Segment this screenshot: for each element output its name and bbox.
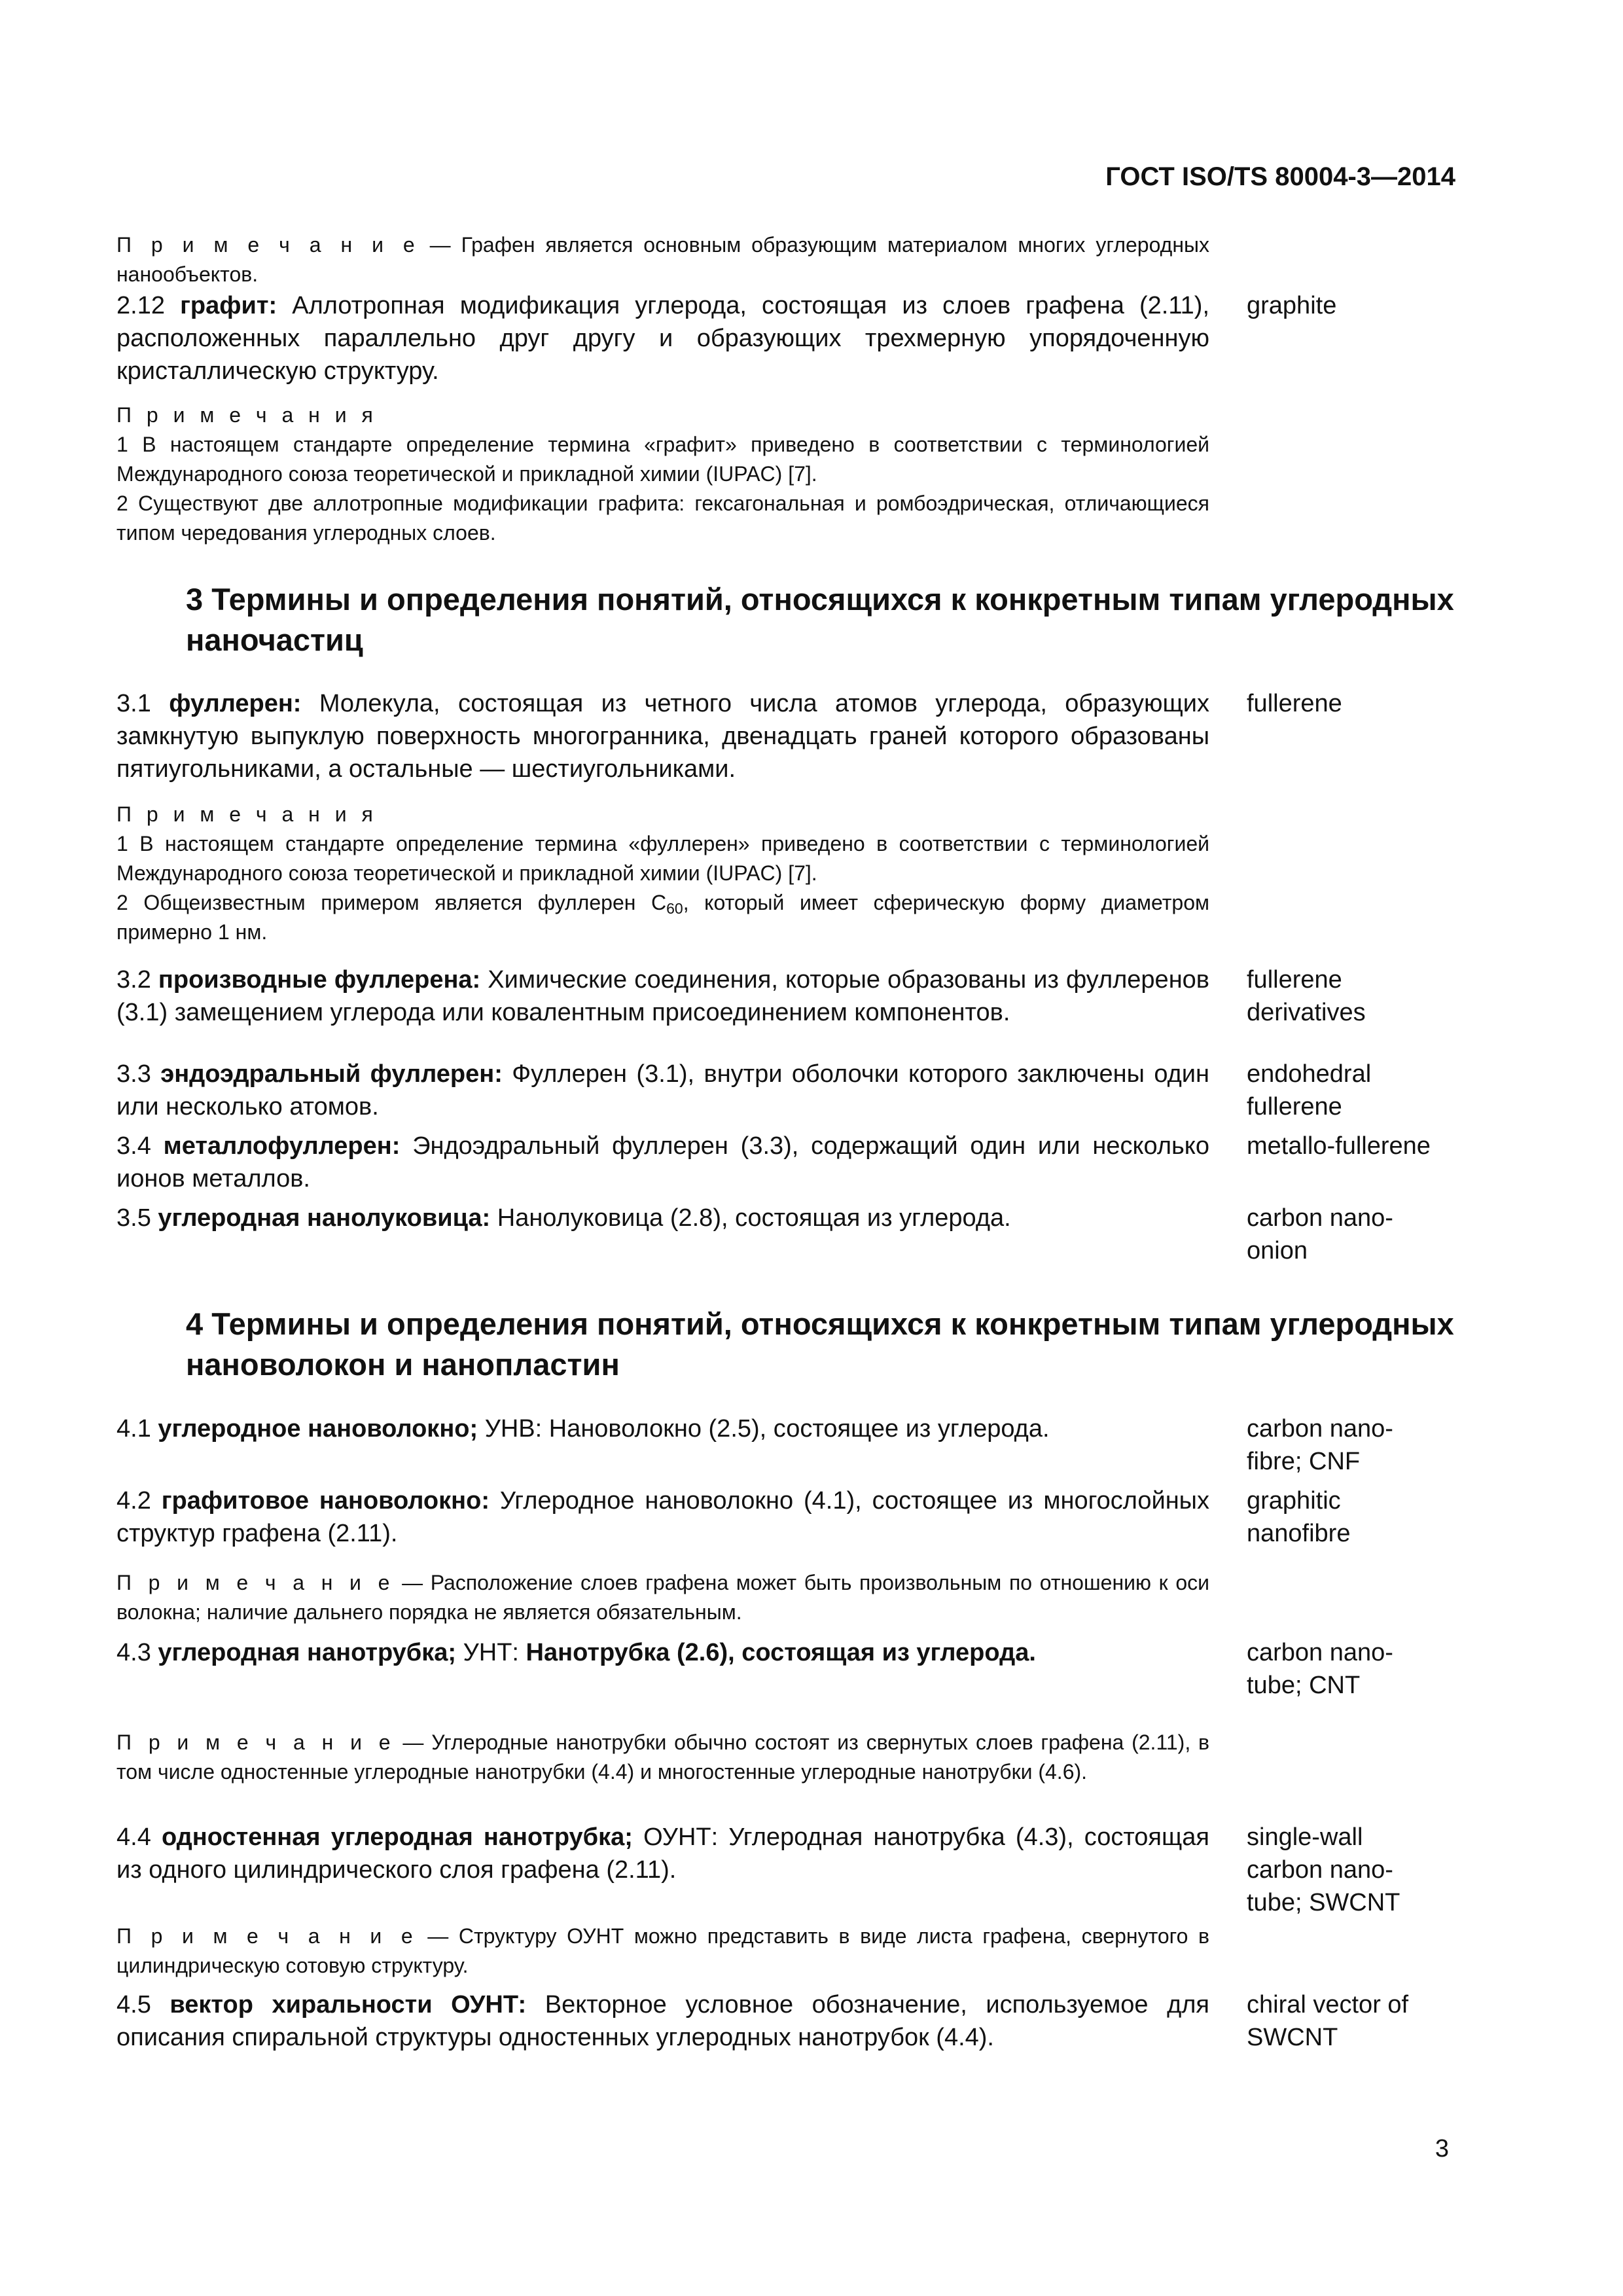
term-number: 3.2 xyxy=(116,966,151,994)
section-4-heading: 4 Термины и определения понятий, относящихся к конкретным типам углеродных нановолокон и нанопластин xyxy=(186,1306,1454,1382)
note-graphitic-nanofibre xyxy=(116,1568,1209,1627)
note-dash: — xyxy=(417,1924,459,1948)
note-item-1: 1 В настоящем стандарте определение термина «графит» приведено в соответствии с терминологией Международного союза теоретической и прикладной химии (IUPAC) [7]. xyxy=(116,433,1209,486)
note-item-1: 1 В настоящем стандарте определение термина «фуллерен» приведено в соответствии с терминологией Международного союза теоретической и прикладной химии (IUPAC) [7]. xyxy=(116,832,1209,885)
notes-fullerene xyxy=(116,800,1209,947)
notes-label: П р и м е ч а н и я xyxy=(116,403,378,427)
note-text: Структуру ОУНТ можно представить в виде листа графена, свернутого в цилиндрическую сотовую структуру. xyxy=(116,1924,1210,1977)
term-number: 4.4 xyxy=(116,1823,151,1851)
note-text: Графен является основным образующим материалом многих углеродных нанообъектов. xyxy=(116,233,1210,286)
term-3-2 xyxy=(116,963,1209,1029)
term-number: 3.3 xyxy=(116,1060,151,1088)
section-3-heading: 3 Термины и определения понятий, относящихся к конкретным типам углеродных наночастиц xyxy=(186,582,1454,657)
term-name: фуллерен: xyxy=(169,690,302,717)
document-id-header: ГОСТ ISO/TS 80004-3—2014 xyxy=(1105,162,1455,191)
term-definition: УНВ: Нановолокно (2.5), состоящее из углерода. xyxy=(478,1415,1050,1443)
term-4-3 xyxy=(116,1636,1209,1669)
note-dash: — xyxy=(395,1731,432,1754)
term-2-12 xyxy=(116,289,1209,387)
term-name: углеродное нановолокно; xyxy=(158,1415,478,1443)
note-graphene xyxy=(116,230,1209,289)
term-number: 3.4 xyxy=(116,1132,151,1160)
term-abbreviation: УНТ: xyxy=(456,1639,526,1666)
term-3-2-english: fullerene derivatives xyxy=(1247,966,1366,1026)
term-number: 3.5 xyxy=(116,1204,151,1232)
notes-label: П р и м е ч а н и я xyxy=(116,802,378,826)
term-3-5-english: carbon nano-onion xyxy=(1247,1204,1393,1265)
term-3-3 xyxy=(116,1058,1209,1123)
term-name: эндоэдральный фуллерен: xyxy=(160,1060,503,1088)
term-4-2-english: graphitic nanofibre xyxy=(1247,1487,1351,1547)
term-3-1 xyxy=(116,687,1209,785)
term-4-3-english: carbon nano-tube; CNT xyxy=(1247,1639,1393,1699)
note-label: П р и м е ч а н и е xyxy=(116,1924,418,1948)
term-3-4-english: metallo-fullerene xyxy=(1247,1132,1431,1160)
term-name: вектор хиральности ОУНТ: xyxy=(169,1991,527,2018)
term-definition: Эндоэдральный фуллерен (3.3), содержащий один или несколько ионов металлов. xyxy=(116,1132,1209,1193)
term-number: 4.5 xyxy=(116,1991,151,2018)
note-text: 2 Общеизвестным примером является фуллерен C xyxy=(116,891,667,914)
page-number: 3 xyxy=(1435,2135,1449,2162)
note-carbon-nanotube xyxy=(116,1728,1209,1787)
term-2-12-english: graphite xyxy=(1247,292,1337,319)
term-number: 2.12 xyxy=(116,292,165,319)
note-label: П р и м е ч а н и е xyxy=(116,1731,395,1754)
note-swcnt xyxy=(116,1922,1209,1981)
term-definition: Аллотропная модификация углерода, состоящая из слоев графена (2.11), расположенных параллельно друг другу и образующих трехмерную упорядоченную кристаллическую структуру. xyxy=(116,292,1209,385)
note-dash: — xyxy=(394,1571,431,1594)
term-3-1-english: fullerene xyxy=(1247,690,1342,717)
term-4-2 xyxy=(116,1484,1209,1550)
term-name: углеродная нанотрубка; xyxy=(158,1639,457,1666)
subscript: 60 xyxy=(666,899,683,917)
term-number: 3.1 xyxy=(116,690,151,717)
term-4-1 xyxy=(116,1412,1209,1445)
notes-graphite xyxy=(116,401,1209,548)
term-name: графит: xyxy=(180,292,277,319)
term-3-5 xyxy=(116,1202,1209,1234)
term-definition: Молекула, состоящая из четного числа атомов углерода, образующих замкнутую выпуклую поверхность многогранника, двенадцать граней которого образованы пятиугольниками, а остальные — шестиугольниками. xyxy=(116,690,1210,783)
term-4-5-english: chiral vector of SWCNT xyxy=(1247,1991,1409,2051)
term-3-4 xyxy=(116,1130,1209,1195)
term-3-3-english: endohedral fullerene xyxy=(1247,1060,1372,1121)
term-number: 4.1 xyxy=(116,1415,151,1443)
term-definition: Нанолуковица (2.8), состоящая из углерода. xyxy=(490,1204,1011,1232)
note-dash: — xyxy=(419,233,461,257)
term-4-4-english: single-wall carbon nano-tube; SWCNT xyxy=(1247,1823,1400,1916)
term-4-5 xyxy=(116,1988,1209,2054)
term-definition: Нанотрубка (2.6), состоящая из углерода. xyxy=(526,1639,1036,1666)
term-number: 4.3 xyxy=(116,1639,151,1666)
term-4-4 xyxy=(116,1821,1209,1886)
term-number: 4.2 xyxy=(116,1487,151,1515)
note-item-2 xyxy=(116,888,1209,947)
term-definition: Фуллерен (3.1), внутри оболочки которого заключены один или несколько атомов. xyxy=(116,1060,1210,1121)
term-name: углеродная нанолуковица: xyxy=(158,1204,491,1232)
note-text: Углеродные нанотрубки обычно состоят из свернутых слоев графена (2.11), в том числе одностенные углеродные нанотрубки (4.4) и многостенные углеродные нанотрубки (4.6). xyxy=(116,1731,1210,1784)
term-name: одностенная углеродная нанотрубка; xyxy=(161,1823,633,1851)
term-definition: Химические соединения, которые образованы из фуллеренов (3.1) замещением углерода или ковалентным присоединением компонентов. xyxy=(116,966,1209,1026)
note-label: П р и м е ч а н и е xyxy=(116,233,419,257)
note-label: П р и м е ч а н и е xyxy=(116,1571,395,1594)
note-item-2: 2 Существуют две аллотропные модификации графита: гексагональная и ромбоэдрическая, отличающиеся типом чередования углеродных слоев. xyxy=(116,492,1209,545)
term-name: производные фуллерена: xyxy=(158,966,481,994)
term-definition: Углеродное нановолокно (4.1), состоящее из многослойных структур графена (2.11). xyxy=(116,1487,1209,1547)
term-name: металлофуллерен: xyxy=(163,1132,401,1160)
note-text: Расположение слоев графена может быть произвольным по отношению к оси волокна; наличие дальнего порядка не является обязательным. xyxy=(116,1571,1210,1624)
term-name: графитовое нановолокно: xyxy=(161,1487,490,1515)
term-definition: ОУНТ: Углеродная нанотрубка (4.3), состоящая из одного цилиндрического слоя графена (2.11). xyxy=(116,1823,1209,1884)
note-text: , который имеет сферическую форму диаметром примерно 1 нм. xyxy=(116,891,1210,944)
term-definition: Векторное условное обозначение, используемое для описания спиральной структуры одностенных углеродных нанотрубок (4.4). xyxy=(116,1991,1210,2051)
term-4-1-english: carbon nano-fibre; CNF xyxy=(1247,1415,1393,1475)
